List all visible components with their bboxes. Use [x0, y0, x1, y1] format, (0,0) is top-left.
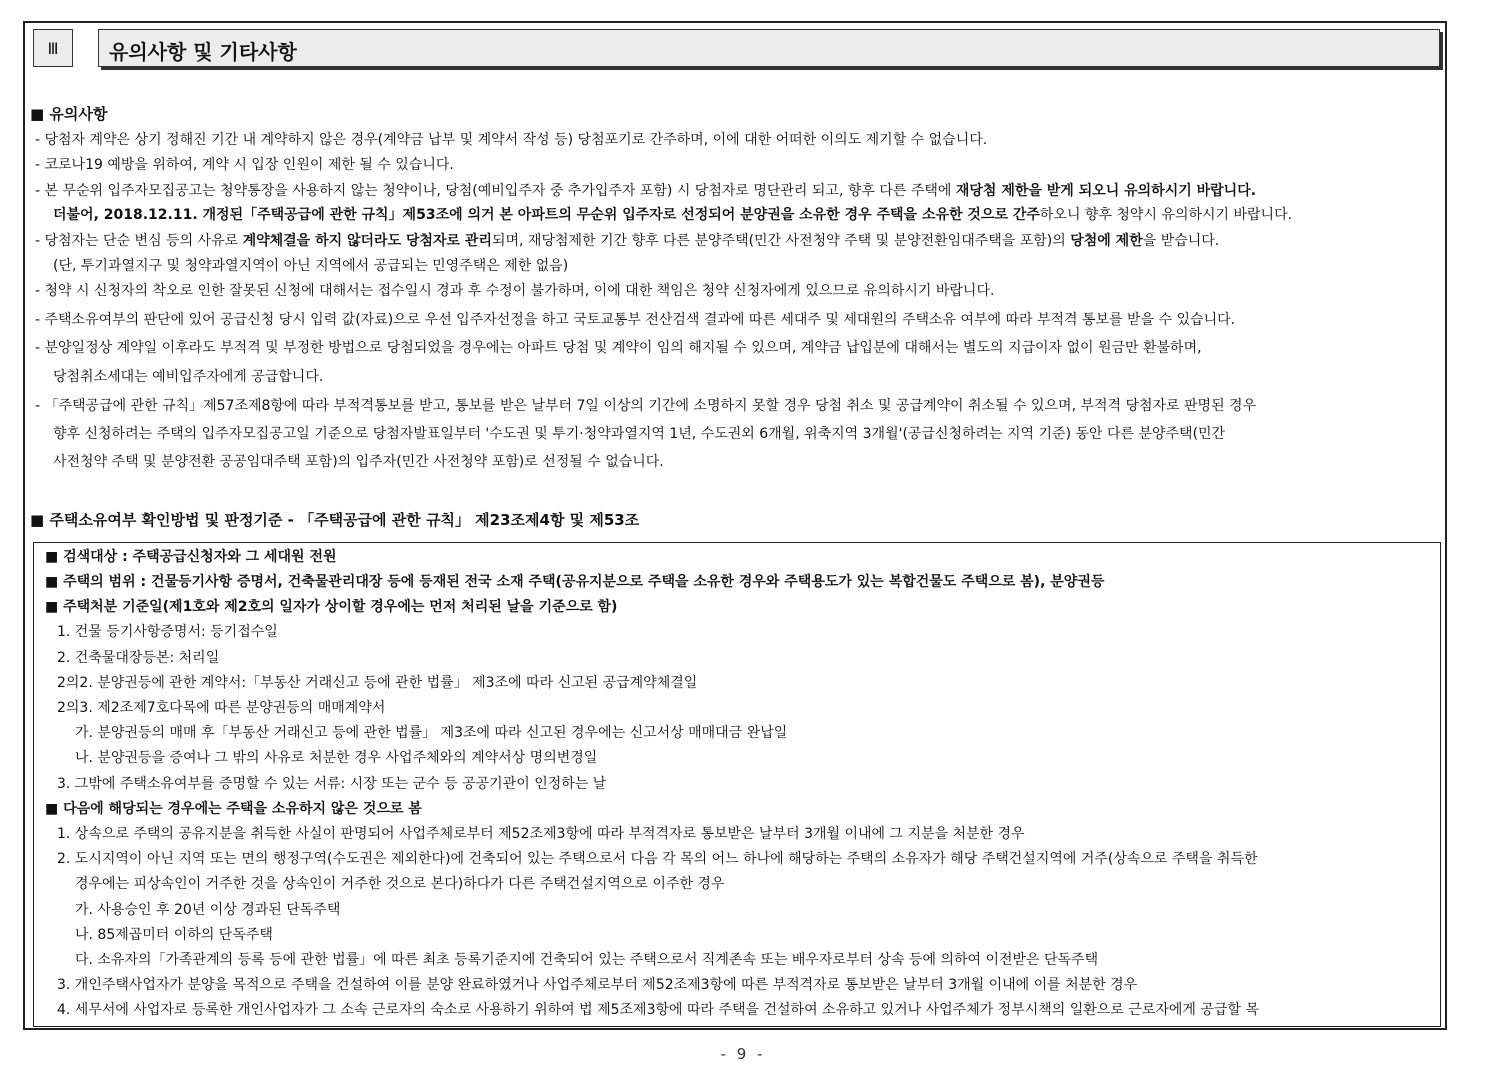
ownership-item: 1. 상속으로 주택의 공유지분을 취득한 사실이 판명되어 사업주체로부터 제52조제3항에 따라 부적격자로 통보받은 날부터 3개월 이내에 그 지분을 처분한 경우: [57, 826, 1025, 842]
ownership-subitem: 가. 분양권등의 매매 후「부동산 거래신고 등에 관한 법률」 제3조에 따라 신고된 경우에는 신고서상 매매대금 완납일: [75, 725, 788, 741]
note-line: (단, 투기과열지구 및 청약과열지역이 아닌 지역에서 공급되는 민영주택은 제한 없음): [53, 258, 569, 274]
note-line: 사전청약 주택 및 분양전환 공공임대주택 포함)의 입주자(민간 사전청약 포함)로 선정될 수 없습니다.: [53, 454, 664, 470]
note-emphasis: 당첨에 제한: [1070, 233, 1143, 249]
page-number: - 9 -: [720, 1045, 766, 1063]
ownership-heading: ■ 주택소유여부 확인방법 및 판정기준 - 「주택공급에 관한 규칙」 제23조제4항 및 제53조: [30, 511, 640, 529]
note-line: - 코로나19 예방을 위하여, 계약 시 입장 인원이 제한 될 수 있습니다.: [35, 157, 454, 173]
note-emphasis: 계약체결을 하지 않더라도 당첨자로 관리: [242, 233, 492, 249]
section-title: 유의사항 및 기타사항: [109, 40, 297, 64]
ownership-item: 3. 그밖에 주택소유여부를 증명할 수 있는 서류: 시장 또는 군수 등 공공기관이 인정하는 날: [57, 776, 607, 792]
ownership-item: 3. 개인주택사업자가 분양을 목적으로 주택을 건설하여 이를 분양 완료하였거나 사업주체로부터 제52조제3항에 따른 부적격자로 통보받은 날부터 3개월 이내에 이를 처분한 경우: [57, 977, 1138, 993]
ownership-subitem: 나. 분양권등을 증여나 그 밖의 사유로 처분한 경우 사업주체와의 계약서상 명의변경일: [75, 750, 598, 766]
note-line: 당첨취소세대는 예비입주자에게 공급합니다.: [53, 369, 324, 385]
note-text: 을 받습니다.: [1142, 233, 1220, 249]
note-line: 향후 신청하려는 주택의 입주자모집공고일 기준으로 당첨자발표일부터 '수도권 및 투기·청약과열지역 1년, 수도권외 6개월, 위축지역 3개월'(공급신청하려는 지역 기준) 동안 다른 분양주택(민간: [53, 426, 1226, 442]
note-line: [35, 182, 1256, 200]
note-emphasis: 더불어, 2018.12.11. 개정된「주택공급에 관한 규칙」제53조에 의거 본 아파트의 무순위 입주자로 선정되어 분양권을 소유한 경우 주택을 소유한 것으로 간주: [53, 207, 1040, 223]
ownership-subitem: 가. 사용승인 후 20년 이상 경과된 단독주택: [75, 902, 341, 918]
note-emphasis: 재당첨 제한을 받게 되오니 유의하시기 바랍니다.: [955, 183, 1257, 199]
note-line: - 주택소유여부의 판단에 있어 공급신청 당시 입력 값(자료)으로 우선 입주자선정을 하고 국토교통부 전산검색 결과에 따른 세대주 및 세대원의 주택소유 여부에 따라 부적격 통보를 받을 수 있습니다.: [35, 312, 1236, 328]
ownership-item: 4. 세무서에 사업자로 등록한 개인사업자가 그 소속 근로자의 숙소로 사용하기 위하여 법 제5조제3항에 따라 주택을 건설하여 소유하고 있거나 사업주체가 정부시책의 일환으로 근로자에게 공급할 목: [57, 1002, 1259, 1018]
ownership-item: 2. 건축물대장등본: 처리일: [57, 650, 220, 666]
ownership-item: 경우에는 피상속인이 거주한 것을 상속인이 거주한 것으로 본다)하다가 다른 주택건설지역으로 이주한 경우: [75, 876, 725, 892]
section-title-box: [98, 29, 1440, 67]
note-text: 하오니 향후 청약시 유의하시기 바랍니다.: [1039, 207, 1293, 223]
note-line: - 당첨자 계약은 상기 정해진 기간 내 계약하지 않은 경우(계약금 납부 및 계약서 작성 등) 당첨포기로 간주하며, 이에 대한 어떠한 이의도 제기할 수 없습니다.: [35, 132, 988, 148]
note-line: - 「주택공급에 관한 규칙」제57조제8항에 따라 부적격통보를 받고, 통보를 받은 날부터 7일 이상의 기간에 소명하지 못할 경우 당첨 취소 및 공급계약이 취소될 수 있으며, 부적격 당첨자로 판명된 경우: [35, 398, 1257, 414]
ownership-item: 1. 건물 등기사항증명서: 등기접수일: [57, 624, 278, 640]
note-line: - 분양일정상 계약일 이후라도 부적격 및 부정한 방법으로 당첨되었을 경우에는 아파트 당첨 및 계약이 임의 해지될 수 있으며, 계약금 납입분에 대해서는 별도의 지급이자 없이 원금만 환불하며,: [35, 340, 1202, 356]
ownership-bullet: ■ 검색대상 : 주택공급신청자와 그 세대원 전원: [45, 549, 337, 565]
note-text: - 당첨자는 단순 변심 등의 사유로: [35, 233, 243, 249]
ownership-item: 2의3. 제2조제7호다목에 따른 분양권등의 매매계약서: [57, 700, 386, 716]
note-line: [53, 206, 1292, 224]
note-line: [35, 232, 1219, 250]
note-line: - 청약 시 신청자의 착오로 인한 잘못된 신청에 대해서는 접수일시 경과 후 수정이 불가하며, 이에 대한 책임은 청약 신청자에게 있으므로 유의하시기 바랍니다.: [35, 283, 995, 299]
ownership-bullet: ■ 주택의 범위 : 건물등기사항 증명서, 건축물관리대장 등에 등재된 전국 소재 주택(공유지분으로 주택을 소유한 경우와 주택용도가 있는 복합건물도 주택으로 봄), 분양권등: [45, 574, 1105, 590]
notes-heading: ■ 유의사항: [30, 105, 108, 123]
note-text: 되며, 재당첨제한 기간 향후 다른 분양주택(민간 사전청약 주택 및 분양전환임대주택을 포함)의: [491, 233, 1071, 249]
ownership-bullet: ■ 다음에 해당되는 경우에는 주택을 소유하지 않은 것으로 봄: [45, 801, 422, 817]
ownership-item: 2. 도시지역이 아닌 지역 또는 면의 행정구역(수도권은 제외한다)에 건축되어 있는 주택으로서 다음 각 목의 어느 하나에 해당하는 주택의 소유자가 해당 주택건설지역에 거주(상속으로 주택을 취득한: [57, 851, 1258, 867]
section-number: Ⅲ: [33, 29, 73, 67]
note-text: - 본 무순위 입주자모집공고는 청약통장을 사용하지 않는 청약이나, 당첨(예비입주자 중 추가입주자 포함) 시 당첨자로 명단관리 되고, 향후 다른 주택에: [35, 183, 956, 199]
ownership-bullet: ■ 주택처분 기준일(제1호와 제2호의 일자가 상이할 경우에는 먼저 처리된 날을 기준으로 함): [45, 599, 618, 615]
ownership-item: 2의2. 분양권등에 관한 계약서:「부동산 거래신고 등에 관한 법률」 제3조에 따라 신고된 공급계약체결일: [57, 675, 698, 691]
ownership-subitem: 나. 85제곱미터 이하의 단독주택: [75, 927, 273, 943]
ownership-subitem: 다. 소유자의「가족관계의 등록 등에 관한 법률」에 따른 최초 등록기준지에 건축되어 있는 주택으로서 직계존속 또는 배우자로부터 상속 등에 의하여 이전받은 단독주택: [75, 952, 1099, 968]
